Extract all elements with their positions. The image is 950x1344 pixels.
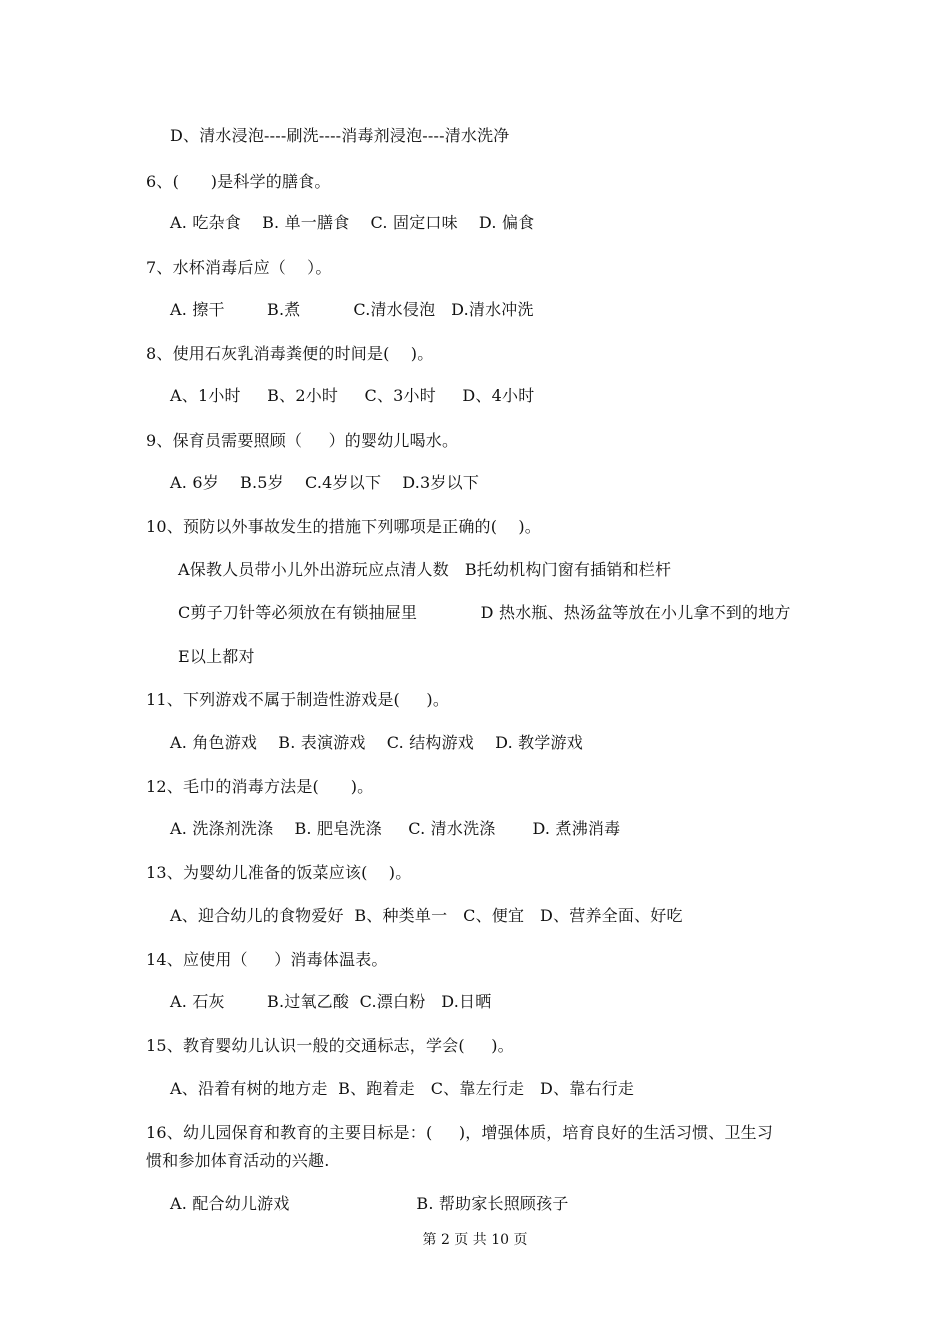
options-q12: A. 洗涤剂洗涤 B. 肥皂洗涤 C. 清水洗涤 D. 煮沸消毒 xyxy=(170,819,621,838)
question-14: 14、应使用（ ）消毒体温表。 xyxy=(146,950,388,969)
page-footer: 第 2 页 共 10 页 xyxy=(422,1232,528,1248)
question-10: 10、预防以外事故发生的措施下列哪项是正确的( )。 xyxy=(146,517,541,536)
question-12: 12、毛巾的消毒方法是( )。 xyxy=(146,777,374,796)
options-q16: A. 配合幼儿游戏 B. 帮助家长照顾孩子 xyxy=(170,1194,569,1213)
question-16: 16、幼儿园保育和教育的主要目标是：( )，增强体质，培育良好的生活习惯、卫生习 xyxy=(146,1123,774,1142)
question-11: 11、下列游戏不属于制造性游戏是( )。 xyxy=(146,690,450,709)
options-q7: A. 擦干 B.煮 C.清水侵泡 D.清水冲洗 xyxy=(170,300,534,319)
options-q10-cd: C剪子刀针等必须放在有锁抽屉里 D 热水瓶、热汤盆等放在小儿拿不到的地方 xyxy=(178,603,791,622)
options-q15: A、沿着有树的地方走 B、跑着走 C、靠左行走 D、靠右行走 xyxy=(170,1079,635,1098)
options-q10-ab: A保教人员带小儿外出游玩应点清人数 B托幼机构门窗有插销和栏杆 xyxy=(178,560,672,579)
options-q9: A. 6岁 B.5岁 C.4岁以下 D.3岁以下 xyxy=(170,473,480,492)
question-13: 13、为婴幼儿准备的饭菜应该( )。 xyxy=(146,863,412,882)
question-6: 6、( )是科学的膳食。 xyxy=(146,172,331,191)
options-q6: A. 吃杂食 B. 单一膳食 C. 固定口味 D. 偏食 xyxy=(170,213,535,232)
question-16-continued: 惯和参加体育活动的兴趣. xyxy=(146,1151,330,1170)
options-q13: A、迎合幼儿的食物爱好 B、种类单一 C、便宜 D、营养全面、好吃 xyxy=(170,906,683,925)
options-q11: A. 角色游戏 B. 表演游戏 C. 结构游戏 D. 教学游戏 xyxy=(170,733,583,752)
options-q14: A. 石灰 B.过氧乙酸 C.漂白粉 D.日晒 xyxy=(170,992,492,1011)
options-q10-e: E以上都对 xyxy=(178,647,255,666)
options-q8: A、1小时 B、2小时 C、3小时 D、4小时 xyxy=(170,386,535,405)
question-9: 9、保育员需要照顾（ ）的婴幼儿喝水。 xyxy=(146,431,459,450)
question-8: 8、使用石灰乳消毒粪便的时间是( )。 xyxy=(146,344,434,363)
question-7: 7、水杯消毒后应（ ）。 xyxy=(146,258,332,277)
option-line-q5-d: D、清水浸泡----刷洗----消毒剂浸泡----清水洗净 xyxy=(170,126,510,145)
question-15: 15、教育婴幼儿认识一般的交通标志，学会( )。 xyxy=(146,1036,514,1055)
